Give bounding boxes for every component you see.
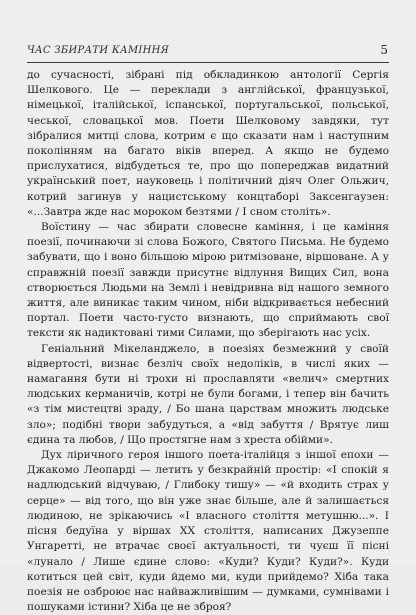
paragraph-4: Дух ліричного героя іншого поета-італійця з іншої епохи — Джакомо Леопарді — летить у безкрайній простір: «І спокій я надлюдський відчуваю, / Глибоку тишу» — «й входить страх у серце» — від того, що він уже знає більше, але й залишається людиною, не зрікаючись «І власного століття метушню...». І пісня бедуїна у віршах XX століття, написаних Джузеппе Унгаретті, не втрачає своєї актуальності, ти чуєш її пісні «лунало / Лише єдине слово: «Куди? Куди? Куди?». Куди котиться цей світ, куди йдемо ми, куди прийдемо? Хіба така поезія не озброює нас найважливішим — думками, сумнівами і пошуками істини? Хіба це не зброя? xyxy=(27,449,389,614)
paragraph-2: Воїстину — час збирати словесне каміння, і це каміння поезії, починаючи зі слова Божого, Святого Письма. Не будемо забувати, що і воно більшою мірою ритмізоване, віршоване. А у справжній поезії завжди присутнє відлуння Вищих Сил, вона створюється Людьми на Землі і невідривна від нашого земного життя, але виникає таким чином, ніби відкривається небесний портал. Поети часто-густо визнають, що сприймають свої тексти як надиктовані тими Силами, що зберігають нас усіх. xyxy=(27,221,389,340)
running-title: ЧАС ЗБИРАТИ КАМІННЯ xyxy=(27,45,170,56)
page-number: 5 xyxy=(380,43,388,57)
header-rule xyxy=(27,62,389,63)
paragraph-3: Геніальний Мікеланджело, в поезіях безмежний у своїй відвертості, визнає безліч своїх недоліків, в числі яких — намагання бути ні трохи ні прославляти «велич» смертних людських керманичів, котрі не були богами, і тепер він бачить «з тім мистецтві зраду, / Бо шана царствам множить людське зло»; подібні твори забудуться, а «від забуття / Врятує лиш єдина та любов, / Що простягне нам з хреста обійми». xyxy=(27,342,389,446)
body-text xyxy=(27,68,389,615)
paragraph-1: до сучасності, зібрані під обкладинкою антології Сергія Шелкового. Це — переклади з англійської, французької, німецької, італійської, іспанської, португальської, польської, чеської, словацької мов. Поети Шелковому завдяки, тут зібралися митці слова, котрим є що сказати нам і наступним поколінням на багато віків вперед. А якщо не будемо прислухатися, відбудеться те, про що попереджав видатний український поет, науковець і політичний діяч Олег Ольжич, котрий загинув у нацистському концтаборі Заксенгаузен: «...Завтра жде нас мороком безтями / І сном століть». xyxy=(27,69,389,218)
